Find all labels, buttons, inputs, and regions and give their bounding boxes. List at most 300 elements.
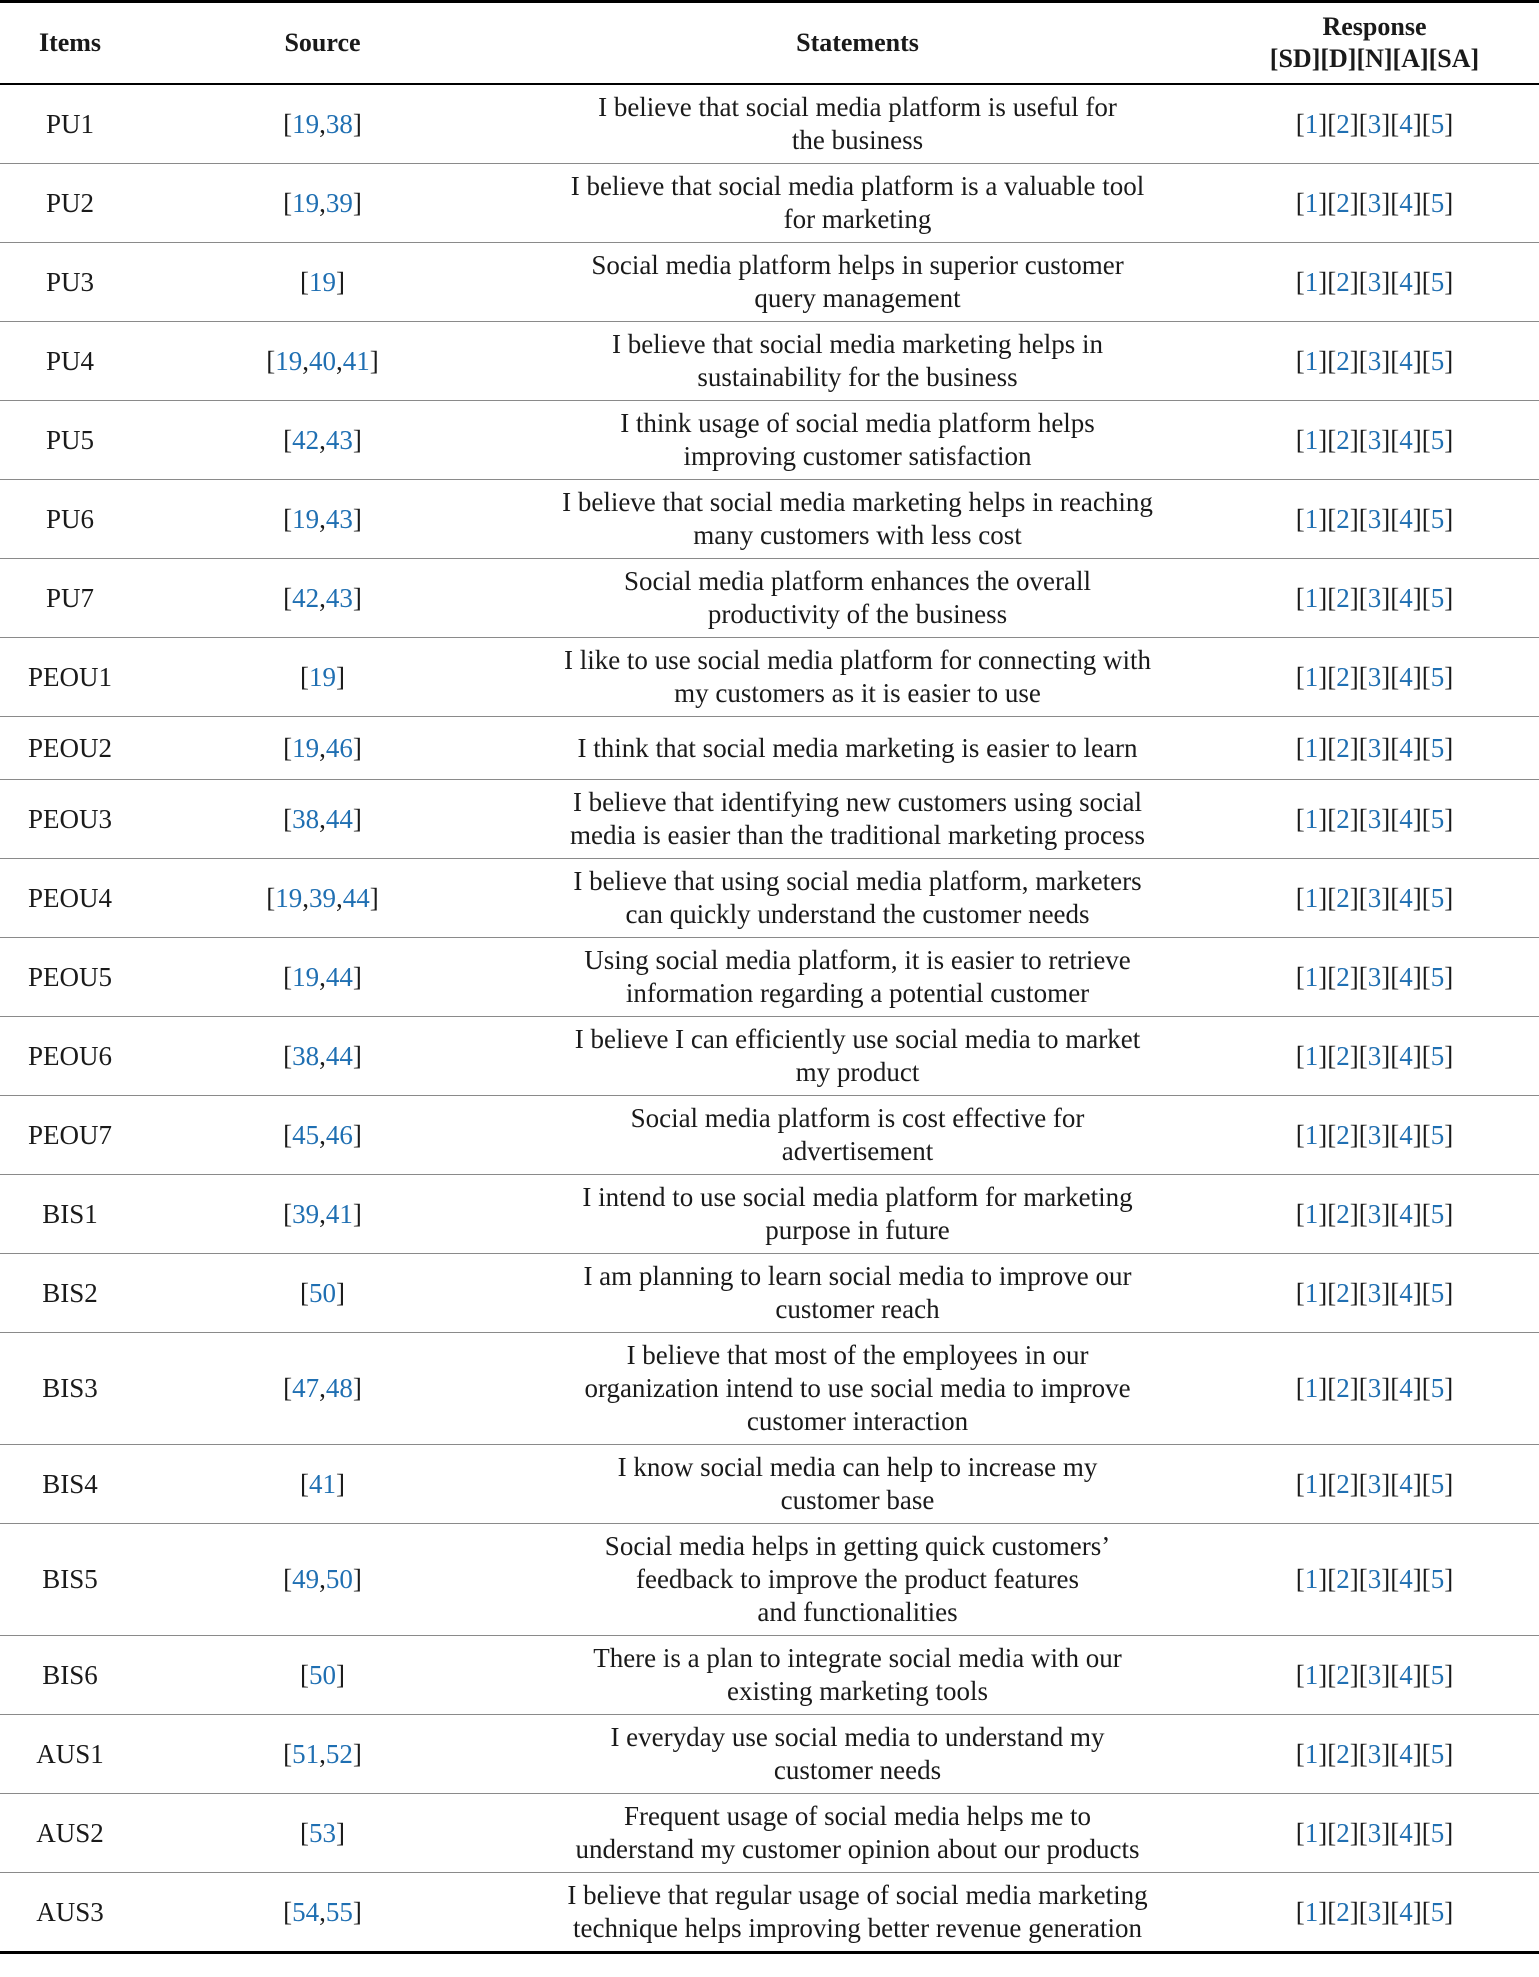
statement-line: I intend to use social media platform for marketing	[582, 1182, 1133, 1212]
table-row	[0, 1636, 1539, 1715]
response-option-link[interactable]: 2	[1336, 1817, 1350, 1848]
statement-cell	[505, 638, 1210, 717]
response-option-link[interactable]: 2	[1336, 1659, 1350, 1690]
response-option-link[interactable]: 1	[1304, 1468, 1319, 1499]
response-option-link[interactable]: 1	[1304, 582, 1319, 613]
statement-line: Using social media platform, it is easier to retrieve	[584, 945, 1131, 975]
statement-line: sustainability for the business	[697, 362, 1018, 392]
response-option-link[interactable]: 2	[1336, 1119, 1350, 1150]
response-option-link[interactable]: 4	[1399, 961, 1413, 992]
statement-cell	[505, 1715, 1210, 1794]
source-ref-link[interactable]: 51	[292, 1738, 320, 1769]
header-source: Source	[284, 28, 361, 57]
source-cell: [50]	[300, 1659, 345, 1690]
response-option-link[interactable]: 5	[1430, 803, 1445, 834]
item-cell: BIS3	[42, 1373, 98, 1403]
table-row	[0, 780, 1539, 859]
statement-cell	[505, 717, 1210, 780]
statement-line: I think that social media marketing is easier to learn	[577, 732, 1138, 763]
response-option-link[interactable]: 2	[1336, 503, 1350, 534]
table-row	[0, 1333, 1539, 1445]
statement-cell	[505, 480, 1210, 559]
response-option-link[interactable]: 2	[1336, 345, 1350, 376]
response-option-link[interactable]: 1	[1304, 266, 1319, 297]
source-ref-link[interactable]: 39	[309, 882, 336, 913]
response-cell: [1][2][3][4][5]	[1295, 582, 1454, 613]
table-row	[0, 638, 1539, 717]
source-ref-link[interactable]: 19	[292, 961, 320, 992]
statement-line: can quickly understand the customer needs	[625, 899, 1090, 929]
response-option-link[interactable]: 1	[1304, 1564, 1319, 1594]
source-cell: [19,38]	[283, 108, 362, 139]
statement-line: feedback to improve the product features	[635, 1564, 1080, 1594]
response-option-link[interactable]: 5	[1430, 345, 1445, 376]
response-option-link[interactable]: 4	[1399, 803, 1413, 834]
response-option-link[interactable]: 3	[1367, 1738, 1382, 1769]
source-ref-link[interactable]: 50	[309, 1659, 336, 1690]
response-cell: [1][2][3][4][5]	[1295, 803, 1454, 834]
statement-line: organization intend to use social media to improve	[584, 1373, 1131, 1403]
statement-cell	[505, 1636, 1210, 1715]
response-option-link[interactable]: 5	[1430, 1040, 1445, 1071]
item-cell: PEOU7	[27, 1119, 112, 1150]
statement-cell	[505, 1333, 1210, 1445]
table-row	[0, 859, 1539, 938]
response-option-link[interactable]: 1	[1304, 1277, 1319, 1308]
response-option-link[interactable]: 2	[1336, 1896, 1350, 1927]
source-ref-link[interactable]: 41	[342, 345, 370, 376]
source-cell: [42,43]	[283, 582, 362, 613]
response-cell: [1][2][3][4][5]	[1295, 1896, 1454, 1927]
item-cell: BIS4	[42, 1468, 98, 1499]
item-cell: AUS2	[36, 1817, 104, 1848]
header-response-scale: [SD][D][N][A][SA]	[1269, 44, 1480, 73]
statement-line: I know social media can help to increase my	[617, 1452, 1098, 1482]
response-option-link[interactable]: 2	[1336, 582, 1350, 613]
statement-line: and functionalities	[757, 1597, 958, 1627]
source-cell: [19,39]	[283, 187, 362, 218]
response-cell: [1][2][3][4][5]	[1295, 1198, 1454, 1229]
statement-line: customer needs	[773, 1755, 942, 1785]
source-ref-link[interactable]: 19	[292, 732, 320, 763]
source-ref-link[interactable]: 39	[292, 1198, 320, 1229]
item-cell: PU7	[45, 582, 94, 613]
source-ref-link[interactable]: 19	[292, 503, 320, 534]
source-ref-link[interactable]: 55	[325, 1896, 353, 1927]
response-option-link[interactable]: 4	[1399, 1198, 1413, 1229]
response-option-link[interactable]: 5	[1430, 961, 1445, 992]
source-ref-link[interactable]: 43	[325, 503, 353, 534]
statement-cell	[505, 938, 1210, 1017]
response-option-link[interactable]: 2	[1336, 266, 1350, 297]
response-option-link[interactable]: 1	[1304, 1896, 1319, 1927]
source-cell: [49,50]	[283, 1564, 362, 1594]
response-option-link[interactable]: 2	[1336, 1373, 1350, 1403]
response-cell: [1][2][3][4][5]	[1295, 1817, 1454, 1848]
statement-cell	[505, 243, 1210, 322]
response-option-link[interactable]: 1	[1304, 424, 1319, 455]
item-cell: BIS5	[42, 1564, 98, 1594]
item-cell: PU5	[45, 424, 94, 455]
source-cell: [19,43]	[283, 503, 362, 534]
table-row	[0, 1175, 1539, 1254]
source-ref-link[interactable]: 39	[325, 187, 353, 218]
response-option-link[interactable]: 5	[1430, 1277, 1445, 1308]
response-option-link[interactable]: 4	[1399, 1373, 1413, 1403]
response-option-link[interactable]: 5	[1430, 661, 1445, 692]
response-option-link[interactable]: 5	[1430, 1198, 1445, 1229]
response-option-link[interactable]: 3	[1367, 1040, 1382, 1071]
item-cell: PU1	[45, 108, 94, 139]
response-cell: [1][2][3][4][5]	[1295, 661, 1454, 692]
statement-line: I believe that regular usage of social media marketing	[567, 1880, 1148, 1910]
table-header	[0, 2, 1539, 85]
statement-line: I believe that social media marketing helps in reaching	[562, 487, 1153, 517]
table-row	[0, 1524, 1539, 1636]
response-option-link[interactable]: 3	[1367, 582, 1382, 613]
statement-line: productivity of the business	[707, 599, 1008, 629]
response-option-link[interactable]: 3	[1367, 266, 1382, 297]
response-option-link[interactable]: 1	[1304, 661, 1319, 692]
response-option-link[interactable]: 3	[1367, 1896, 1382, 1927]
response-option-link[interactable]: 1	[1304, 1040, 1319, 1071]
response-option-link[interactable]: 4	[1399, 1564, 1413, 1594]
statement-line: I believe that using social media platform, marketers	[573, 866, 1142, 896]
response-option-link[interactable]: 5	[1430, 882, 1445, 913]
response-option-link[interactable]: 3	[1367, 187, 1382, 218]
statement-line: I believe that social media platform is useful for	[598, 92, 1117, 122]
statement-cell	[505, 1017, 1210, 1096]
response-cell: [1][2][3][4][5]	[1295, 1468, 1454, 1499]
statement-cell	[505, 1254, 1210, 1333]
response-option-link[interactable]: 5	[1430, 1659, 1445, 1690]
statement-line: improving customer satisfaction	[683, 441, 1032, 471]
response-option-link[interactable]: 1	[1304, 961, 1319, 992]
source-cell: [19,44]	[283, 961, 362, 992]
item-cell: PEOU6	[27, 1040, 112, 1071]
response-option-link[interactable]: 1	[1304, 1373, 1319, 1403]
source-ref-link[interactable]: 54	[292, 1896, 320, 1927]
statement-cell	[505, 401, 1210, 480]
source-cell: [50]	[300, 1277, 345, 1308]
response-option-link[interactable]: 3	[1367, 1277, 1382, 1308]
response-option-link[interactable]: 2	[1336, 961, 1350, 992]
table-row	[0, 1254, 1539, 1333]
response-option-link[interactable]: 3	[1367, 503, 1382, 534]
response-option-link[interactable]: 4	[1399, 345, 1413, 376]
source-ref-link[interactable]: 50	[325, 1564, 353, 1594]
response-option-link[interactable]: 3	[1367, 1119, 1382, 1150]
source-cell: [38,44]	[283, 803, 362, 834]
header-statements: Statements	[796, 28, 919, 57]
statement-cell	[505, 780, 1210, 859]
response-cell: [1][2][3][4][5]	[1295, 1277, 1454, 1308]
statement-cell	[505, 84, 1210, 164]
source-ref-link[interactable]: 38	[325, 108, 353, 139]
item-cell: PU3	[45, 266, 94, 297]
response-option-link[interactable]: 5	[1430, 1817, 1445, 1848]
response-cell: [1][2][3][4][5]	[1295, 1040, 1454, 1071]
response-option-link[interactable]: 2	[1336, 1198, 1350, 1229]
response-option-link[interactable]: 4	[1399, 266, 1413, 297]
response-option-link[interactable]: 5	[1430, 1738, 1445, 1769]
statement-cell	[505, 1175, 1210, 1254]
response-option-link[interactable]: 5	[1430, 582, 1445, 613]
statement-line: for marketing	[783, 204, 932, 234]
response-option-link[interactable]: 2	[1336, 882, 1350, 913]
source-ref-link[interactable]: 43	[325, 582, 353, 613]
statement-line: There is a plan to integrate social media with our	[593, 1643, 1122, 1673]
table-row	[0, 1873, 1539, 1953]
response-option-link[interactable]: 2	[1336, 661, 1350, 692]
source-ref-link[interactable]: 44	[325, 1040, 353, 1071]
response-option-link[interactable]: 1	[1304, 1738, 1319, 1769]
response-option-link[interactable]: 2	[1336, 1468, 1350, 1499]
source-ref-link[interactable]: 19	[275, 345, 303, 376]
statement-cell	[505, 164, 1210, 243]
response-option-link[interactable]: 2	[1336, 424, 1350, 455]
statement-line: I think usage of social media platform helps	[620, 408, 1095, 438]
statement-line: understand my customer opinion about our products	[575, 1834, 1140, 1864]
item-cell: AUS3	[36, 1896, 104, 1927]
source-ref-link[interactable]: 19	[292, 108, 320, 139]
response-cell: [1][2][3][4][5]	[1295, 503, 1454, 534]
statement-line: Social media platform is cost effective for	[630, 1103, 1085, 1133]
response-option-link[interactable]: 1	[1304, 882, 1319, 913]
source-ref-link[interactable]: 44	[325, 803, 353, 834]
source-ref-link[interactable]: 19	[292, 187, 320, 218]
source-cell: [19,40,41]	[266, 345, 379, 376]
source-ref-link[interactable]: 40	[309, 345, 336, 376]
source-ref-link[interactable]: 19	[309, 661, 336, 692]
response-option-link[interactable]: 5	[1430, 1564, 1445, 1594]
source-ref-link[interactable]: 19	[309, 266, 336, 297]
source-cell: [47,48]	[283, 1373, 362, 1403]
source-ref-link[interactable]: 38	[292, 803, 320, 834]
table-row	[0, 1715, 1539, 1794]
response-option-link[interactable]: 5	[1430, 732, 1445, 763]
statement-line: I believe that most of the employees in our	[626, 1340, 1089, 1370]
response-option-link[interactable]: 3	[1367, 1659, 1382, 1690]
table-row	[0, 322, 1539, 401]
response-cell: [1][2][3][4][5]	[1295, 1564, 1454, 1594]
statement-line: I believe that social media platform is a valuable tool	[570, 171, 1145, 201]
response-option-link[interactable]: 4	[1399, 1659, 1413, 1690]
response-option-link[interactable]: 1	[1304, 503, 1319, 534]
response-cell: [1][2][3][4][5]	[1295, 266, 1454, 297]
source-ref-link[interactable]: 44	[342, 882, 370, 913]
source-ref-link[interactable]: 46	[325, 732, 353, 763]
statement-line: Social media platform helps in superior customer	[591, 250, 1124, 280]
response-option-link[interactable]: 1	[1304, 1119, 1319, 1150]
response-option-link[interactable]: 3	[1367, 424, 1382, 455]
statement-line: technique helps improving better revenue generation	[572, 1913, 1143, 1943]
response-option-link[interactable]: 4	[1399, 1738, 1413, 1769]
item-cell: BIS6	[42, 1659, 98, 1690]
response-option-link[interactable]: 4	[1399, 108, 1413, 139]
table-row	[0, 717, 1539, 780]
response-option-link[interactable]: 5	[1430, 1373, 1445, 1403]
response-option-link[interactable]: 4	[1399, 1896, 1413, 1927]
item-cell: PEOU1	[27, 661, 112, 692]
source-ref-link[interactable]: 49	[292, 1564, 320, 1594]
table-row	[0, 559, 1539, 638]
statement-cell	[505, 1794, 1210, 1873]
source-ref-link[interactable]: 41	[325, 1198, 353, 1229]
response-option-link[interactable]: 5	[1430, 424, 1445, 455]
response-cell: [1][2][3][4][5]	[1295, 732, 1454, 763]
response-option-link[interactable]: 4	[1399, 1817, 1413, 1848]
statement-cell	[505, 1873, 1210, 1953]
statement-line: media is easier than the traditional marketing process	[569, 820, 1146, 850]
source-ref-link[interactable]: 47	[292, 1373, 320, 1403]
response-option-link[interactable]: 4	[1399, 582, 1413, 613]
response-option-link[interactable]: 3	[1367, 1564, 1382, 1594]
table-row	[0, 243, 1539, 322]
response-option-link[interactable]: 1	[1304, 1198, 1319, 1229]
source-ref-link[interactable]: 44	[325, 961, 353, 992]
response-option-link[interactable]: 4	[1399, 424, 1413, 455]
response-option-link[interactable]: 1	[1304, 187, 1319, 218]
response-option-link[interactable]: 3	[1367, 803, 1382, 834]
response-option-link[interactable]: 2	[1336, 732, 1350, 763]
response-option-link[interactable]: 5	[1430, 1468, 1445, 1499]
response-option-link[interactable]: 4	[1399, 1277, 1413, 1308]
source-cell: [19,46]	[283, 732, 362, 763]
response-option-link[interactable]: 3	[1367, 1198, 1382, 1229]
response-option-link[interactable]: 3	[1367, 345, 1382, 376]
response-option-link[interactable]: 4	[1399, 1119, 1413, 1150]
statement-line: many customers with less cost	[693, 520, 1022, 550]
source-ref-link[interactable]: 43	[325, 424, 353, 455]
source-ref-link[interactable]: 46	[325, 1119, 353, 1150]
statement-line: I believe I can efficiently use social media to market	[574, 1024, 1141, 1054]
response-option-link[interactable]: 1	[1304, 803, 1319, 834]
source-cell: [19]	[300, 661, 345, 692]
source-cell: [38,44]	[283, 1040, 362, 1071]
table-row	[0, 1017, 1539, 1096]
response-option-link[interactable]: 2	[1336, 1277, 1350, 1308]
statement-line: Social media platform enhances the overall	[623, 566, 1092, 596]
table-row	[0, 84, 1539, 164]
table-row	[0, 480, 1539, 559]
response-option-link[interactable]: 4	[1399, 1468, 1413, 1499]
statement-line: I everyday use social media to understand my	[610, 1722, 1105, 1752]
response-option-link[interactable]: 3	[1367, 882, 1382, 913]
response-option-link[interactable]: 5	[1430, 187, 1445, 218]
item-cell: PEOU5	[27, 961, 112, 992]
source-ref-link[interactable]: 42	[292, 582, 320, 613]
response-option-link[interactable]: 4	[1399, 661, 1413, 692]
statement-line: the business	[791, 125, 924, 155]
source-ref-link[interactable]: 41	[309, 1468, 336, 1499]
response-option-link[interactable]: 3	[1367, 1468, 1382, 1499]
response-option-link[interactable]: 4	[1399, 882, 1413, 913]
response-option-link[interactable]: 3	[1367, 108, 1382, 139]
response-option-link[interactable]: 1	[1304, 108, 1319, 139]
item-cell: PEOU3	[27, 803, 112, 834]
response-cell: [1][2][3][4][5]	[1295, 187, 1454, 218]
response-option-link[interactable]: 4	[1399, 732, 1413, 763]
statement-line: I believe that social media marketing helps in	[611, 329, 1104, 359]
table-row	[0, 1445, 1539, 1524]
source-ref-link[interactable]: 45	[292, 1119, 320, 1150]
item-cell: BIS1	[42, 1198, 98, 1229]
response-cell: [1][2][3][4][5]	[1295, 1373, 1454, 1403]
statement-line: advertisement	[781, 1136, 934, 1166]
response-option-link[interactable]: 2	[1336, 1738, 1350, 1769]
response-cell: [1][2][3][4][5]	[1295, 882, 1454, 913]
statement-line: my product	[795, 1057, 920, 1087]
response-option-link[interactable]: 3	[1367, 961, 1382, 992]
source-ref-link[interactable]: 52	[325, 1738, 353, 1769]
statement-line: query management	[754, 283, 961, 313]
source-cell: [42,43]	[283, 424, 362, 455]
response-option-link[interactable]: 4	[1399, 187, 1413, 218]
response-cell: [1][2][3][4][5]	[1295, 108, 1454, 139]
source-ref-link[interactable]: 42	[292, 424, 320, 455]
response-option-link[interactable]: 3	[1367, 1373, 1382, 1403]
response-option-link[interactable]: 5	[1430, 1119, 1445, 1150]
table-row	[0, 938, 1539, 1017]
response-option-link[interactable]: 3	[1367, 1817, 1382, 1848]
response-option-link[interactable]: 2	[1336, 187, 1350, 218]
response-cell: [1][2][3][4][5]	[1295, 1738, 1454, 1769]
response-option-link[interactable]: 1	[1304, 1817, 1319, 1848]
statement-line: customer base	[780, 1485, 935, 1515]
response-option-link[interactable]: 1	[1304, 345, 1319, 376]
source-cell: [39,41]	[283, 1198, 362, 1229]
statement-line: Social media helps in getting quick customers’	[604, 1531, 1111, 1561]
source-cell: [45,46]	[283, 1119, 362, 1150]
source-ref-link[interactable]: 53	[309, 1817, 336, 1848]
response-option-link[interactable]: 5	[1430, 108, 1445, 139]
statement-line: customer reach	[775, 1294, 940, 1324]
statement-line: customer interaction	[746, 1406, 969, 1436]
response-option-link[interactable]: 2	[1336, 1564, 1350, 1594]
source-cell: [51,52]	[283, 1738, 362, 1769]
statement-line: I am planning to learn social media to improve our	[583, 1261, 1132, 1291]
statement-cell	[505, 1096, 1210, 1175]
response-option-link[interactable]: 5	[1430, 503, 1445, 534]
response-option-link[interactable]: 1	[1304, 732, 1319, 763]
response-option-link[interactable]: 2	[1336, 108, 1350, 139]
source-ref-link[interactable]: 48	[325, 1373, 353, 1403]
response-option-link[interactable]: 4	[1399, 503, 1413, 534]
source-ref-link[interactable]: 19	[275, 882, 303, 913]
statement-line: my customers as it is easier to use	[674, 678, 1041, 708]
response-option-link[interactable]: 5	[1430, 1896, 1445, 1927]
item-cell: BIS2	[42, 1277, 98, 1308]
statement-cell	[505, 1445, 1210, 1524]
table-row	[0, 164, 1539, 243]
response-option-link[interactable]: 3	[1367, 732, 1382, 763]
response-option-link[interactable]: 2	[1336, 803, 1350, 834]
item-cell: PU6	[45, 503, 94, 534]
statement-line: I like to use social media platform for connecting with	[563, 645, 1152, 675]
response-option-link[interactable]: 4	[1399, 1040, 1413, 1071]
response-option-link[interactable]: 1	[1304, 1659, 1319, 1690]
statement-cell	[505, 1524, 1210, 1636]
source-cell: [53]	[300, 1817, 345, 1848]
response-option-link[interactable]: 5	[1430, 266, 1445, 297]
source-ref-link[interactable]: 50	[309, 1277, 336, 1308]
response-option-link[interactable]: 3	[1367, 661, 1382, 692]
source-cell: [19]	[300, 266, 345, 297]
response-cell: [1][2][3][4][5]	[1295, 424, 1454, 455]
response-option-link[interactable]: 2	[1336, 1040, 1350, 1071]
source-ref-link[interactable]: 38	[292, 1040, 320, 1071]
